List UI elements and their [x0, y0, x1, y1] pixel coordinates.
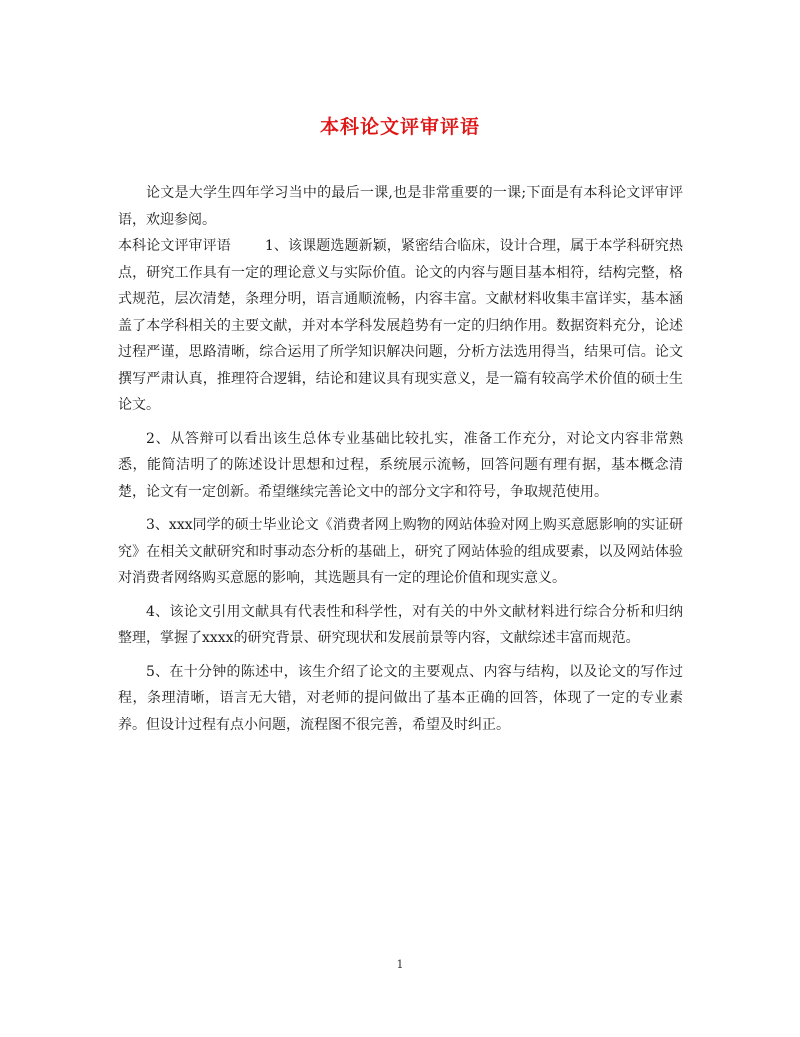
document-title: 本科论文评审评语 [319, 116, 480, 138]
paragraph-1 [118, 233, 683, 419]
paragraph-3: 3、xxx同学的硕士毕业论文《消费者网上购物的网站体验对网上购买意愿影响的实证研究》在相关文献研究和时事动态分析的基础上，研究了网站体验的组成要素，以及网站体验对消费者网络购买意愿的影响，其选题具有一定的理论价值和现实意义。 [118, 517, 683, 586]
page-number: 1 [396, 958, 404, 971]
paragraph-5: 5、在十分钟的陈述中，该生介绍了论文的主要观点、内容与结构，以及论文的写作过程，条理清晰，语言无大错，对老师的提问做出了基本正确的回答，体现了一定的专业素养。但设计过程有点小问题，流程图不很完善，希望及时纠正。 [118, 663, 683, 733]
intro-paragraph: 论文是大学生四年学习当中的最后一课,也是非常重要的一课;下面是有本科论文评审评语，欢迎参阅。 [118, 185, 683, 228]
paragraph-1-text: 1、该课题选题新颖，紧密结合临床，设计合理，属于本学科研究热点，研究工作具有一定的理论意义与实际价值。论文的内容与题目基本相符，结构完整，格式规范，层次清楚，条理分明，语言通顺流畅，内容丰富。文献材料收集丰富详实，基本涵盖了本学科相关的主要文献，并对本学科发展趋势有一定的归纳作用。数据资料充分，论述过程严谨，思路清晰，综合运用了所学知识解决问题，分析方法选用得当，结果可信。论文撰写严肃认真，推理符合逻辑，结论和建议具有现实意义，是一篇有较高学术价值的硕士生论文。 [118, 238, 684, 413]
section-label: 本科论文评审评语 [118, 238, 231, 254]
paragraph-2: 2、从答辩可以看出该生总体专业基础比较扎实，准备工作充分，对论文内容非常熟悉，能简洁明了的陈述设计思想和过程，系统展示流畅，回答问题有理有据，基本概念清楚，论文有一定创新。希望继续完善论文中的部分文字和符号，争取规范使用。 [118, 430, 683, 500]
paragraph-4: 4、该论文引用文献具有代表性和科学性，对有关的中外文献材料进行综合分析和归纳整理，掌握了xxxx的研究背景、研究现状和发展前景等内容，文献综述丰富而规范。 [118, 603, 683, 646]
document-body [118, 180, 683, 738]
